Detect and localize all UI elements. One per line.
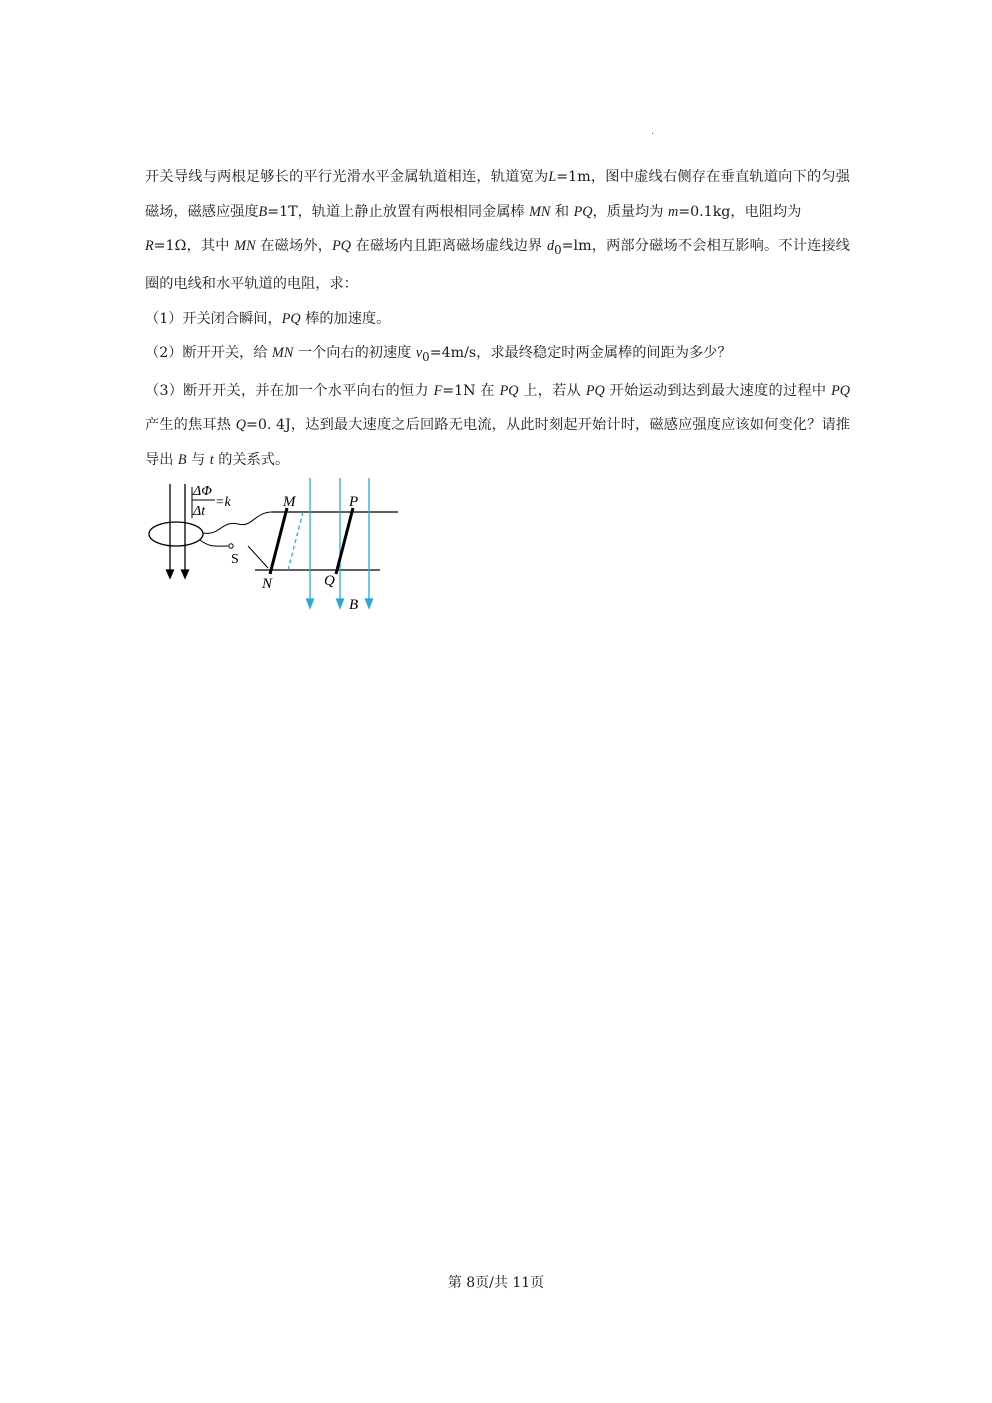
coil-flux-arrows (167, 484, 193, 578)
upper-wire (203, 512, 272, 533)
switch-label: S (231, 552, 239, 567)
magnetic-field-lines (307, 478, 373, 608)
rod-PQ (336, 508, 353, 574)
page-footer: 第 8页/共 11页 (447, 1275, 545, 1291)
flux-numerator: ΔΦ (193, 484, 212, 499)
problem-intro: 开关导线与两根足够长的平行光滑水平金属轨道相连，轨道宽为L=1m，图中虚线右侧存在垂直轨道向下的匀强磁场，磁感应强度B=1T，轨道上静止放置有两根相同金属棒 MN 和 PQ，质量均为 m=0.1kg，电阻均为 R=1Ω，其中 MN 在磁场外，PQ 在磁场内且距离磁场虚线边界 $d_0=lm$，两部分磁场不会相互影响。不计连接线圈的电线和水平轨道的电阻，求： (145, 169, 850, 293)
flux-equals: =k (215, 495, 231, 510)
label-M: M (283, 494, 296, 510)
label-Q: Q (324, 573, 335, 589)
rod-MN (270, 508, 287, 574)
lower-wire (200, 540, 228, 546)
header-mark: . (651, 126, 655, 137)
flux-denominator: Δt (193, 504, 206, 519)
switch-blade[interactable] (248, 546, 268, 568)
question-2: （2）断开开关，给 MN 一个向右的初速度 $v_0=4m/s$，求最终稳定时两金属棒的间距为多少？ (145, 344, 732, 364)
label-B: B (349, 597, 359, 613)
circuit-figure (140, 478, 405, 618)
coil-loop (149, 522, 203, 546)
question-1: （1）开关闭合瞬间，PQ 棒的加速度。 (145, 310, 391, 327)
question-3: （3）断开开关，并在加一个水平向右的恒力 F=1N 在 PQ 上，若从 PQ 开始运动到达到最大速度的过程中 PQ 产生的焦耳热 Q=0. 4J，达到最大速度之后回路无电流，从此时刻起开始计时，磁感应强度应该如何变化？请推导出 B 与 t 的关系式。 (145, 382, 850, 468)
circuit-diagram (140, 478, 405, 618)
field-boundary-dashed (288, 512, 303, 570)
problem-body (145, 160, 850, 477)
label-N: N (262, 576, 273, 592)
switch-contact (229, 544, 233, 548)
label-P: P (349, 494, 359, 510)
